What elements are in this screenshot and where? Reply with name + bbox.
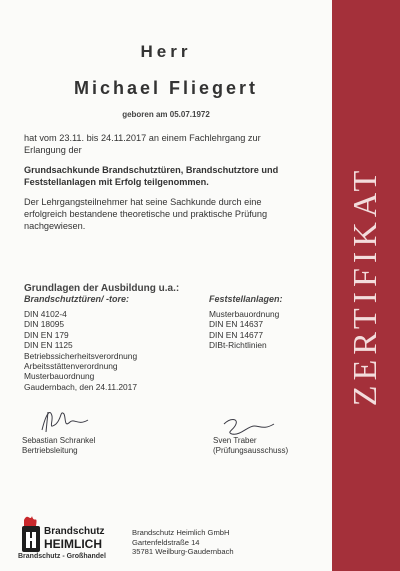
company-logo bbox=[18, 510, 118, 554]
company-city: 35781 Weilburg-Gaudernbach bbox=[132, 547, 234, 556]
certificate-title: ZERTIFIKAT bbox=[347, 165, 384, 406]
list-item: DIN 18095 bbox=[24, 319, 65, 330]
place-date: Gaudernbach, den 24.11.2017 bbox=[24, 381, 138, 392]
signature-right bbox=[218, 412, 278, 438]
company-address bbox=[132, 528, 234, 557]
list-item: DIN EN 1125 bbox=[24, 340, 73, 351]
logo-word-top: Brandschutz bbox=[44, 526, 105, 537]
signer-right-role: (Prüfungsausschuss) bbox=[213, 446, 289, 455]
signer-left-role: Bertriebsleitung bbox=[22, 446, 78, 455]
signer-right-name: Sven Traber bbox=[213, 436, 257, 445]
salutation: Herr bbox=[140, 42, 192, 61]
side-band bbox=[332, 0, 400, 571]
signer-left-name: Sebastian Schrankel bbox=[22, 436, 96, 445]
list-item: DIN 4102-4 bbox=[24, 309, 67, 319]
exam-statement: Der Lehrgangsteilnehmer hat seine Sachkunde durch eine erfolgreich bestandene theoretische und praktische Prüfung nachgewiesen. bbox=[24, 197, 268, 231]
logo-word-bottom: HEIMLICH bbox=[44, 537, 102, 551]
birth-date: geboren am 05.07.1972 bbox=[122, 110, 210, 119]
company-name: Brandschutz Heimlich GmbH bbox=[132, 528, 230, 537]
list-item: Betriebssicherheitsverordnung bbox=[24, 350, 138, 361]
signature-left bbox=[34, 404, 94, 436]
list-item: DIBt-Richtlinien bbox=[209, 340, 267, 351]
recipient-name: Michael Fliegert bbox=[73, 78, 259, 98]
fire-doors-heading: Brandschutztüren/ -tore: bbox=[24, 294, 130, 304]
company-street: Gartenfeldstraße 14 bbox=[132, 537, 200, 547]
list-item: DIN EN 14677 bbox=[209, 329, 263, 340]
signer-right bbox=[213, 436, 288, 456]
course-intro: hat vom 23.11. bis 24.11.2017 an einem Fachlehrgang zur Erlangung der bbox=[24, 133, 261, 155]
signer-left bbox=[22, 436, 95, 456]
list-item: Musterbauordnung bbox=[209, 309, 280, 319]
course-title: Grundsachkunde Brandschutztüren, Brandschutztore und Feststellanlagen mit Erfolg teilgenommen. bbox=[24, 165, 279, 187]
list-item: DIN EN 14637 bbox=[209, 319, 263, 330]
list-item: Arbeitsstättenverordnung bbox=[24, 361, 118, 372]
logo-subtitle: Brandschutz - Großhandel bbox=[18, 553, 106, 560]
fire-doors-list bbox=[24, 309, 199, 392]
hold-open-heading: Feststellanlagen: bbox=[209, 294, 283, 304]
hold-open-list bbox=[209, 309, 319, 351]
list-item: DIN EN 179 bbox=[24, 329, 69, 340]
basics-heading: Grundlagen der Ausbildung u.a.: bbox=[24, 283, 180, 294]
list-item: Musterbauordnung bbox=[24, 371, 95, 382]
